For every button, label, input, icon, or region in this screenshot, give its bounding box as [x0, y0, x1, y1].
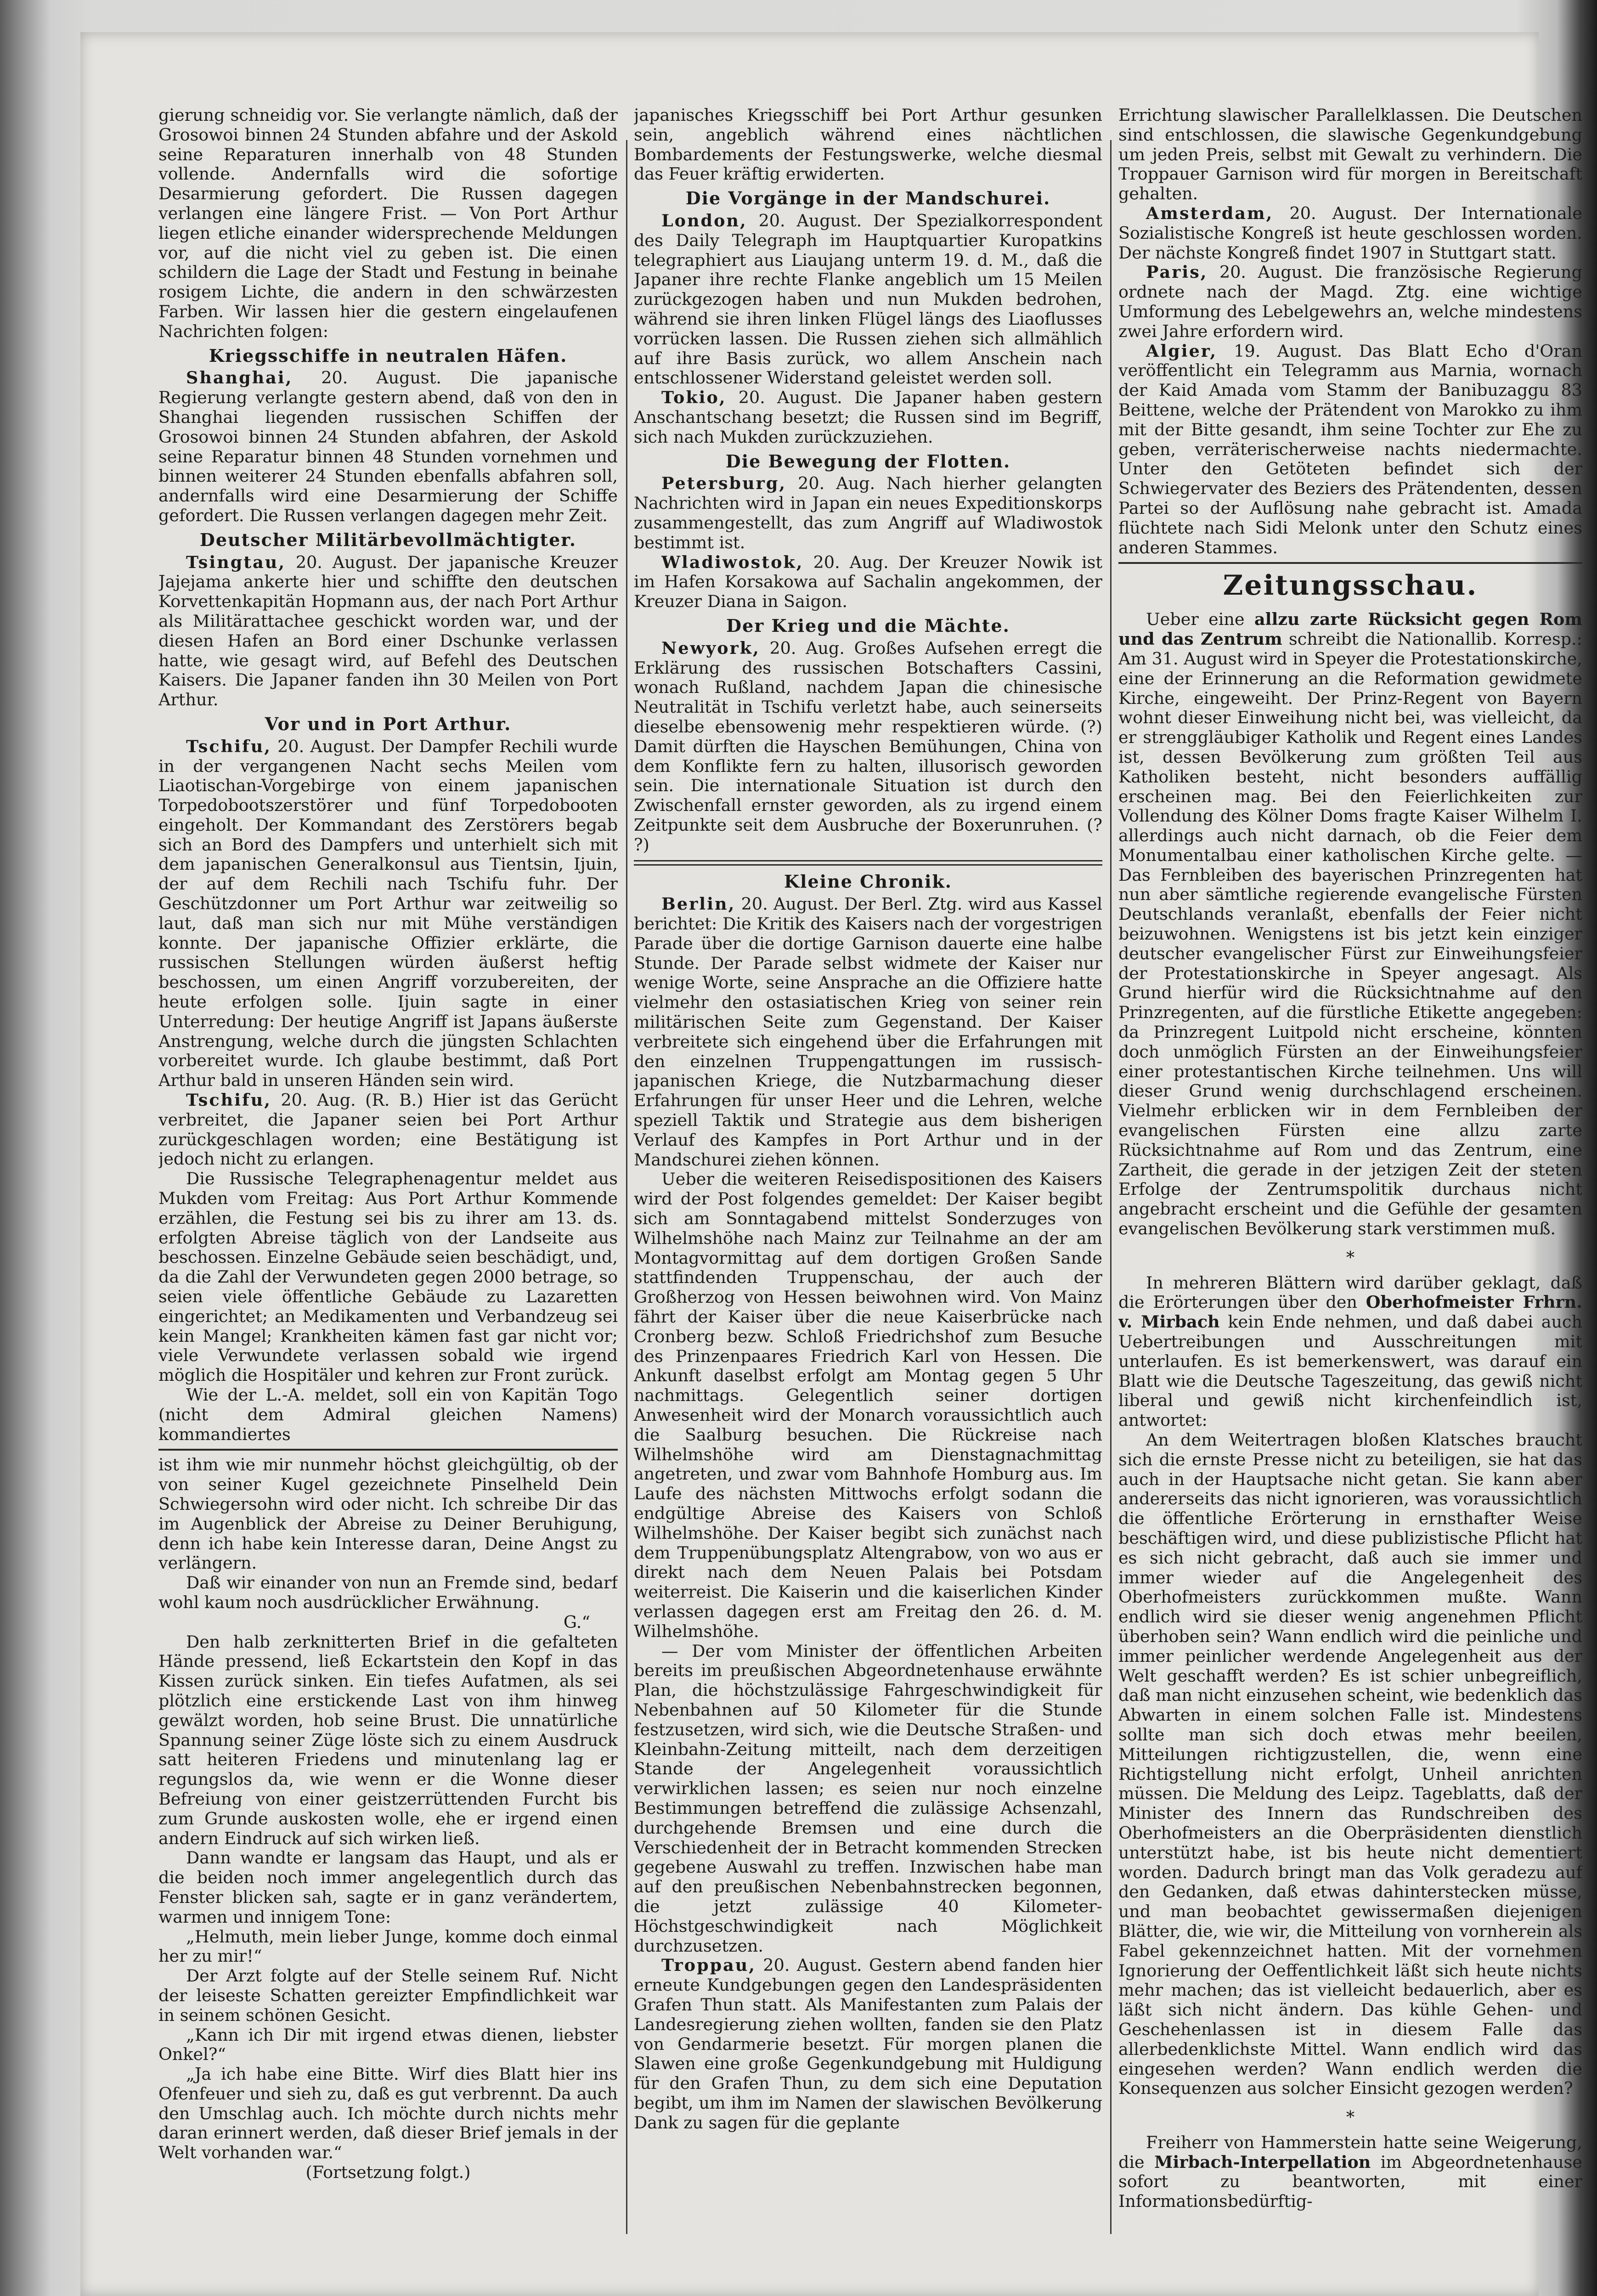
article-text: 20. Aug. (R. B.) Hier ist das Gerücht verbreitet, die Japaner seien bei Port Arthur zurückgeschlagen worden; eine Bestätigung ist jedoch nicht zu erlangen. [158, 1090, 618, 1169]
article-text: 20. August. Der japanische Kreuzer Jajejama ankerte hier und schiffte den deutschen Korvettenkapitän Hopmann aus, der nach Port Arthur als Militärattachee geschickt worden war, und der diesen Hafen an Bord einer Dschunke verlassen hatte, wie gesagt wird, auf Befehl des Deutschen Kaisers. Die Japaner fanden ihn 30 Meilen von Port Arthur. [158, 552, 618, 710]
dateline: Newyork, [661, 638, 760, 658]
continuation-note: (Fortsetzung folgt.) [305, 2162, 471, 2183]
press-topic: allzu zarte Rücksicht gegen Rom und das Zentrum [1118, 609, 1582, 649]
col2-article-8: — Der vom Minister der öffentlichen Arbeiten bereits im preußischen Abgeordnetenhause erwähnte Plan, die höchstzulässige Fahrgeschwindigkeit für Nebenbahnen auf 50 Kilometer für die Stunde festzusetzen, wird sich, wie die Deutsche Straßen- und Kleinbahn-Zeitung mitteilt, nach dem derzeitigen Stande der Angelegenheit voraussichtlich verwirklichen lassen; es seien nur noch einzelne Bestimmungen betreffend die zulässige Achsenzahl, durchgehende Bremsen und eine durch die Verschiedenheit der in Betracht kommenden Strecken gegebene Auswahl zu treffen. Inzwischen habe man auf den preußischen Nebenbahnstrecken begonnen, die jetzt zulässige 40 Kilometer-Höchstgeschwindigkeit nach Möglichkeit durchzusetzen. [634, 1641, 1102, 1956]
column-2 [634, 106, 1102, 2236]
dateline: Wladiwostok, [661, 552, 804, 572]
dateline: Tsingtau, [186, 552, 286, 572]
col2-article-2 [634, 388, 1102, 447]
feuilleton-signature: G.“ [563, 1612, 590, 1632]
col3-press-3: An dem Weitertragen bloßen Klatsches braucht sich die ernste Presse nicht zu beteiligen, sie hat das auch in der Hauptsache nicht getan. Sie kann aber andererseits das nicht ignorieren, was voraussichtlich die öffentliche Erörterung in ernsthafter Weise beschäftigen wird, und diese publizistische Pflicht hat es sich nicht gebracht, daß auch sie immer und immer wieder auf die Angelegenheit des Oberhofmeisters zurückkommen mußte. Wann endlich wird sie dieser wenig angenehmen Pflicht überhoben sein? Wann endlich wird die peinliche und immer peinlicher werdende Angelegenheit aus der Welt geschafft werden? Es ist schier unbegreiflich, daß man nicht einzusehen scheint, wie bedenklich das Abwarten in einem solchen Falle ist. Mindestens sollte man sich doch etwas mehr beeilen, Mitteilungen richtigzustellen, die, wenn eine Richtigstellung nicht erfolgt, Unheil anrichten müssen. Die Meldung des Leipz. Tageblatts, daß der Minister des Innern das Rundschreiben des Oberhofmeisters an die Oberpräsidenten dienstlich unterstützt habe, ist bis heute nicht dementiert worden. Dadurch bringt man das Volk geradezu auf den Gedanken, daß etwas dahinterstecken müsse, und man beobachtet gewissermaßen diejenigen Blätter, die, wie wir, die Mitteilung von vornherein als Fabel gekennzeichnet hatten. Mit der vornehmen Ignorierung der Oeffentlichkeit läßt sich heute nichts mehr machen; das ist vielleicht bedauerlich, aber es läßt sich nicht ändern. Das kühle Gehen- und Geschehenlassen ist in diesem Falle das allerbedenklichste Mittel. Wann endlich wird das eingesehen werden? Wann endlich werden die Konsequenzen aus solcher Einsicht gezogen werden? [1118, 1430, 1582, 2099]
col1-article-4 [158, 1091, 618, 1169]
feuilleton-para-4: Dann wandte er langsam das Haupt, und als er die beiden noch immer angelegentlich durch das Fenster blicken sah, sagte er in ganz verändertem, warmen und innigem Tone: [158, 1848, 618, 1927]
column-1 [158, 106, 618, 2236]
article-text: 20. August. Die japanische Regierung verlangte gestern abend, daß von den in Shanghai liegenden russischen Schiffen der Grosowoi binnen 24 Stunden abfahren, der Askold seine Reparatur binnen 48 Stunden vornehmen und binnen weiterer 24 Stunden ebenfalls abfahren soll, andernfalls wird eine Desarmierung der Schiffe gefordert. Die Russen verlangen dagegen mehr Zeit. [158, 368, 618, 525]
col3-article-3 [1118, 342, 1582, 558]
article-text: 19. August. Das Blatt Echo d'Oran veröffentlicht ein Telegramm aus Marnia, wornach der Kaid Amada vom Stamm der Banibuzaggu 83 Beittene, welche der Prätendent von Marokko zu ihm mit der Bitte gesandt, ihm seine Tochter zur Ehe zu geben, verräterischerweise nachts niedermachte. Unter den Getöteten befindet sich der Schwiegervater des Beziers des Prätendenten, dessen Partei so der Auflösung nahe gebracht ist. Amada flüchtete nach Sidi Melonk unter den Schutz eines anderen Stammes. [1118, 341, 1582, 557]
dateline: Shanghai, [186, 368, 293, 388]
feuilleton-para-3: Den halb zerknitterten Brief in die gefalteten Hände pressend, ließ Eckartstein den Kopf in das Kissen zurück sinken. Ein tiefes Aufatmen, als sei plötzlich eine erstickende Last von ihm hinweg gewälzt worden, hob seine Brust. Die unnatürliche Spannung seiner Züge löste sich zu einem Ausdruck satt heiteren Friedens und minutenlang lag er regungslos da, wie wenn er die Wonne dieser Befreiung von einer geistzerrüttenden Furcht bis zum Grunde auskosten wolle, ehe er irgend einen andern Eindruck auf sich wirken ließ. [158, 1632, 618, 1848]
col2-article-1 [634, 211, 1102, 388]
dateline: Berlin, [661, 894, 736, 914]
article-text: 20. August. Der Internationale Sozialistische Kongreß ist heute geschlossen worden. Der nächste Kongreß findet 1907 in Stuttgart statt. [1118, 203, 1582, 263]
col1-article-1 [158, 368, 618, 525]
article-text: 20. August. Die französische Regierung ordnete nach der Magd. Ztg. eine wichtige Umformung des Lebelgewehrs an, welche mindestens zwei Jahre erfordern wird. [1118, 262, 1582, 341]
col2-heading-4: Kleine Chronik. [784, 871, 952, 892]
article-text: 20. August. Die Japaner haben gestern Anschantschang besetzt; die Russen sind im Begriff, sich nach Mukden zurückzuziehen. [634, 388, 1102, 447]
feuilleton-rule [158, 1449, 618, 1451]
article-text: 20. August. Der Berl. Ztg. wird aus Kassel berichtet: Die Kritik des Kaisers nach der vorgestrigen Parade über die dortige Garnison dauerte eine halbe Stunde. Der Parade selbst widmete der Kaiser nur wenige Worte, seine Ansprache an die Offiziere hatte vielmehr den ostasiatischen Krieg von seiner rein militärischen Seite zum Gegenstand. Der Kaiser verbreitete sich eingehend über die Erfahrungen mit den einzelnen Truppengattungen im russisch-japanischen Kriege, die Nutzbarmachung dieser Erfahrungen für unser Heer und die Lehren, welche speziell Taktik und Strategie aus dem bisherigen Verlauf des Kampfes in Port Arthur und in der Mandschurei ziehen können. [634, 894, 1102, 1170]
dateline: Tschifu, [186, 1090, 271, 1110]
dateline: Paris, [1146, 262, 1208, 282]
press-topic: Oberhofmeister Frhrn. v. Mirbach [1118, 1292, 1582, 1332]
col1-heading-2: Deutscher Militärbevollmächtigter. [199, 529, 577, 550]
press-topic: Mirbach-Interpellation [1154, 2152, 1371, 2172]
column-divider-1 [626, 140, 627, 2234]
newspaper-page [80, 32, 1582, 2296]
article-text: 20. Aug. Der Kreuzer Nowik ist im Hafen Korsakowa auf Sachalin angekommen, der Kreuzer Diana in Saigon. [634, 552, 1102, 612]
press-text: im Abgeordnetenhause sofort zu beantworten, mit einer Informationsbedürftig- [1118, 2152, 1582, 2212]
col3-intro: Errichtung slawischer Parallelklassen. Die Deutschen sind entschlossen, die slawische Gegenkundgebung um jeden Preis, selbst mit Gewalt zu verhindern. Die Troppauer Garnison wird für morgen in Bereitschaft gehalten. [1118, 106, 1582, 204]
feuilleton-para-2: Daß wir einander von nun an Fremde sind, bedarf wohl kaum noch ausdrücklicher Erwähnung. [158, 1573, 618, 1612]
col2-article-4 [634, 553, 1102, 612]
col1-article-5: Die Russische Telegraphenagentur meldet aus Mukden vom Freitag: Aus Port Arthur Kommende erzählen, die Festung sei bis zu ihrer am 13. ds. erfolgten Abreise täglich von der Landseite aus beschossen. Einzelne Gebäude seien beschädigt, und, da die Zahl der Verwundeten gegen 2000 betrage, so seien viele öffentliche Gebäude zu Lazaretten eingerichtet; an Medikamenten und Verbandzeug sei kein Mangel; Krankheiten kämen fast gar nicht vor; viele Verwundete verlassen sobald wie irgend möglich die Hospitäler und kehren zur Front zurück. [158, 1169, 618, 1385]
dateline: Tokio, [661, 388, 727, 408]
col3-heading-zeitungsschau: Zeitungsschau. [1223, 569, 1478, 602]
col2-heading-1: Die Vorgänge in der Mandschurei. [685, 188, 1051, 209]
feuilleton-para-7: „Kann ich Dir mit irgend etwas dienen, liebster Onkel?“ [158, 2025, 618, 2065]
article-text: 20. August. Der Spezialkorrespondent des Daily Telegraph im Hauptquartier Kuropatkins telegraphiert aus Liaujang unterm 19. d. M., daß die Japaner ihre rechte Flanke angeblich um 15 Meilen zurückgezogen haben und nun Mukden bedrohen, während sie ihren linken Flügel längs des Liaoflusses vorrücken lassen. Die Russen ziehen sich allmählich auf ihre Basis zurück, wo allem Anschein nach entschlossener Widerstand geleistet werden soll. [634, 210, 1102, 388]
col2-intro: japanisches Kriegsschiff bei Port Arthur gesunken sein, angeblich während eines nächtlichen Bombardements der Festungswerke, welche diesmal das Feuer kräftig erwiderten. [634, 106, 1102, 184]
feuilleton-para-6: Der Arzt folgte auf der Stelle seinem Ruf. Nicht der leiseste Schatten gereizter Empfindlichkeit war in seinem schönen Gesicht. [158, 1966, 618, 2025]
dateline: Algier, [1146, 341, 1218, 361]
press-text: Freiherr von Hammerstein hatte seine Weigerung, die [1118, 2132, 1582, 2172]
press-text: kein Ende nehmen, und daß dabei auch Uebertreibungen und Ausschreitungen mit unterlaufen. Es ist bemerkenswert, was darauf ein Blatt wie die Deutsche Tageszeitung, das gewiß nicht liberal und gewiß nicht kirchenfeindlich ist, antwortet: [1118, 1312, 1582, 1430]
feuilleton-para-5: „Helmuth, mein lieber Junge, komme doch einmal her zu mir!“ [158, 1926, 618, 1966]
col1-article-6: Wie der L.-A. meldet, soll ein von Kapitän Togo (nicht dem Admiral gleichen Namens) kommandiertes [158, 1385, 618, 1444]
separator-star: * [1346, 2107, 1355, 2127]
dateline: London, [661, 210, 747, 231]
article-text: 20. Aug. Großes Aufsehen erregt die Erklärung des russischen Botschafters Cassini, wonach Rußland, nachdem Japan die chinesische Neutralität in Tschifu verletzt habe, auch seinerseits dieselbe ebensowenig mehr respektieren würde. (?) Damit dürften die Hayschen Bemühungen, China von dem Konflikte fern zu halten, illusorisch geworden sein. Die internationale Situation ist durch den Zwischenfall ernster geworden, als zu irgend einem Zeitpunkte seit dem Ausbruche der Boxerunruhen. (? ?) [634, 638, 1102, 855]
col2-heading-2: Die Bewegung der Flotten. [725, 450, 1011, 472]
press-lead: Ueber eine [1146, 609, 1254, 630]
column-divider-2 [1110, 140, 1112, 2234]
column-3 [1118, 106, 1582, 2236]
section-rule [1118, 562, 1582, 564]
article-text: 20. Aug. Nach hierher gelangten Nachrichten wird in Japan ein neues Expeditionskorps zusammengestellt, das zum Angriff auf Wladiwostok bestimmt ist. [634, 473, 1102, 552]
col2-article-5 [634, 639, 1102, 855]
dateline: Tschifu, [186, 736, 271, 756]
col2-article-9 [634, 1956, 1102, 2133]
dateline: Troppau, [661, 1955, 756, 1975]
feuilleton-para-1: ist ihm wie mir nunmehr höchst gleichgültig, ob der von seiner Kugel gezeichnete Pinselheld Dein Schwiegersohn wird oder nicht. Ich schreibe Dir das im Augenblick der Abreise zu Deiner Beruhigung, denn ich habe kein Interesse daran, Deine Angst zu verlängern. [158, 1455, 618, 1573]
col3-article-2 [1118, 263, 1582, 341]
dateline: Petersburg, [661, 473, 787, 494]
feuilleton-para-8: „Ja ich habe eine Bitte. Wirf dies Blatt hier ins Ofenfeuer und sieh zu, daß es gut verbrennt. Da auch den Umschlag auch. Ich möchte durch nichts mehr daran erinnert werden, daß dieser Brief jemals in der Welt vorhanden war.“ [158, 2064, 618, 2163]
press-text: schreibt die Nationallib. Korresp.: Am 31. August wird in Speyer die Protestationskirche, eine der Erinnerung an die Reformation gewidmete Kirche, eingeweiht. Der Prinz-Regent von Bayern wohnt dieser Einweihung nicht bei, was vielleicht, da er strenggläubiger Katholik und Regent eines Landes ist, dessen Bevölkerung zum größten Teil aus Katholiken besteht, nicht besonders auffällig erscheinen mag. Bei den Feierlichkeiten zur Vollendung des Kölner Doms fragte Kaiser Wilhelm I. allerdings auch nicht darnach, ob die Feier dem Monumentalbau einer katholischen Kirche gelte. — Das Fernbleiben des bayerischen Prinzregenten hat nun aber sämtliche regierende evangelische Fürsten Deutschlands veranlaßt, ebenfalls der Feier nicht beizuwohnen. Wenigstens ist bis jetzt kein einziger deutscher evangelischer Fürst zur Einweihungsfeier der Protestationskirche in Speyer angesagt. Als Grund hierfür wird die Rücksichtnahme auf den Prinzregenten, auf die fürstliche Etikette angegeben: da Prinzregent Luitpold nicht erscheine, könnten doch unmöglich Fürsten an der Einweihungsfeier einer protestantischen Kirche teilnehmen. Uns will dieser Grund wenig durchschlagend erscheinen. Vielmehr erblicken wir in dem Fernbleiben der evangelischen Fürsten eine allzu zarte Rücksichtnahme auf Rom und das Zentrum, eine Zartheit, die gerade in der jetzigen Zeit der steten Erfolge der Zentrumspolitik durchaus nicht angebracht erscheint und die Gefühle der gesamten evangelischen Bevölkerung stark verstimmen muß. [1118, 629, 1582, 1239]
article-text: 20. August. Der Dampfer Rechili wurde in der vergangenen Nacht sechs Meilen vom Liaotischan-Vorgebirge von einem japanischen Torpedobootszerstörer und fünf Torpedobooten eingeholt. Der Kommandant des Zerstörers begab sich an Bord des Dampfers und unterhielt sich mit dem japanischen Generalkonsul aus Tientsin, Ijuin, der auf dem Rechili nach Tschifu fuhr. Der Geschützdonner um Port Arthur war zeitweilig so laut, daß man sich nur mit Mühe verständigen konnte. Der japanische Offizier erklärte, die russischen Stellungen würden äußerst heftig beschossen, um einen Angriff vorzubereiten, der heute erfolgen solle. Ijuin sagte in einer Unterredung: Der heutige Angriff ist Japans äußerste Anstrengung, welche durch die jüngsten Schlachten vorbereitet wurde. Ich glaube bestimmt, daß Port Arthur bald in unseren Händen sein wird. [158, 736, 618, 1091]
col1-heading-3: Vor und in Port Arthur. [265, 713, 512, 734]
col1-article-2 [158, 553, 618, 710]
col1-article-3 [158, 737, 618, 1091]
col1-intro: gierung schneidig vor. Sie verlangte nämlich, daß der Grosowoi binnen 24 Stunden abfahre und der Askold seine Reparaturen innerhalb von 48 Stunden vollende. Andernfalls wird die sofortige Desarmierung gefordert. Die Russen dagegen verlangen eine längere Frist. — Von Port Arthur liegen etliche einander widersprechende Meldungen vor, auf die nicht viel zu geben ist. Die einen schildern die Lage der Stadt und Festung in beinahe rosigem Lichte, die andern in den schwärzesten Farben. Wir lassen hier die gestern eingelaufenen Nachrichten folgen: [158, 106, 618, 341]
separator-star: * [1346, 1247, 1355, 1267]
col2-heading-3: Der Krieg und die Mächte. [726, 615, 1010, 636]
col3-press-4 [1118, 2133, 1582, 2212]
section-rule [634, 860, 1102, 866]
col1-heading-1: Kriegsschiffe in neutralen Häfen. [209, 345, 568, 366]
col2-article-6 [634, 895, 1102, 1170]
col2-article-3 [634, 474, 1102, 552]
article-text: 20. August. Gestern abend fanden hier erneute Kundgebungen gegen den Landespräsidenten Grafen Thun statt. Als Manifestanten zum Palais der Landesregierung ziehen wollten, fanden sie den Platz von Gendarmerie besetzt. Für morgen planen die Slawen eine große Gegenkundgebung mit Huldigung für den Grafen Thun, zu dem sich eine Deputation begibt, um ihm im Namen der slawischen Bevölkerung Dank zu sagen für die geplante [634, 1955, 1102, 2133]
col2-article-7: Ueber die weiteren Reisedispositionen des Kaisers wird der Post folgendes gemeldet: Der Kaiser begibt sich am Sonntagabend mittelst Sonderzuges von Wilhelmshöhe nach Mainz zur Teilnahme an der am Montagvormittag auf dem dortigen Großen Sande stattfindenden Truppenschau, der auch der Großherzog von Hessen beiwohnen wird. Von Mainz fährt der Kaiser über die neue Kaiserbrücke nach Cronberg bezw. Schloß Friedrichshof zum Besuche des Prinzenpaares Friedrich Karl von Hessen. Die Ankunft daselbst erfolgt am Montag gegen 5 Uhr nachmittags. Gelegentlich seiner dortigen Anwesenheit wird der Monarch voraussichtlich auch die Saalburg besuchen. Die Rückreise nach Wilhelmshöhe wird am Dienstagnachmittag angetreten, und zwar vom Bahnhofe Homburg aus. Im Laufe des nächsten Mittwochs erfolgt sodann die endgültige Abreise des Kaisers von Schloß Wilhelmshöhe. Der Kaiser begibt sich zunächst nach dem Truppenübungsplatz Altengrabow, von wo aus er direkt nach dem Neuen Palais bei Potsdam weiterreist. Die Kaiserin und die kaiserlichen Kinder verlassen dagegen erst am Freitag den 26. d. M. Wilhelmshöhe. [634, 1169, 1102, 1641]
press-lead: In mehreren Blättern wird darüber geklagt, daß die Erörterungen über den [1118, 1272, 1582, 1312]
col3-article-1 [1118, 204, 1582, 263]
col3-press-2 [1118, 1273, 1582, 1430]
dateline: Amsterdam, [1146, 203, 1274, 223]
col3-press-1 [1118, 610, 1582, 1239]
